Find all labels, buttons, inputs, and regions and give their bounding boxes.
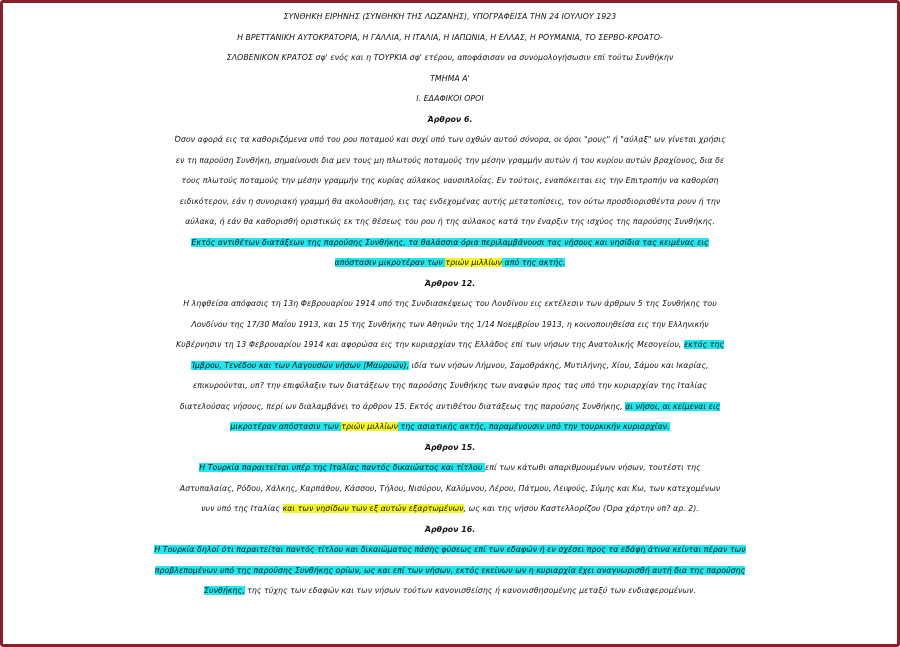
article-16-heading: Άρθρον 16. xyxy=(424,524,476,534)
parties-caps-1: ΣΛΟΒΕΝΙΚΟΝ ΚΡΑΤΟΣ xyxy=(226,53,313,62)
article-12-line xyxy=(10,356,890,377)
highlight-cyan: Συνθήκης, xyxy=(204,586,245,595)
article-16-line xyxy=(10,581,890,602)
part-heading: ΤΜΗΜΑ Α' xyxy=(430,73,470,83)
highlight-yellow: τριών μιλλίων xyxy=(341,422,398,431)
article-6-heading: Άρθρον 6. xyxy=(427,114,473,124)
plain-text: , ως και της νήσου Καστελλορίζου (Όρα χάρτην υπ? αρ. 2). xyxy=(463,504,699,513)
article-16-line xyxy=(10,540,890,561)
article-12-heading: Άρθρον 12. xyxy=(424,278,476,288)
highlight-cyan: Η Τουρκία δηλοί ότι παραιτείται παντός τίτλου και δικαιώματος πάσης φύσεως επί των εδαφών ή εν σχέσει προς τα εδάφη άτινα κείνται πέραν των xyxy=(154,545,746,554)
parties-caps-2: ΤΟΥΡΚΙΑ xyxy=(373,53,408,62)
article-15-line xyxy=(10,458,890,479)
article-16-line xyxy=(10,561,890,582)
plain-text: της τύχης των εδαφών και των νήσων τούτων κανονισθείσης ή κανονισθησομένης μεταξύ των ενδιαφερομένων. xyxy=(244,586,696,595)
plain-text: επί των κάτωθι απαριθμουμένων νήσων, τουτέστι της xyxy=(484,463,701,472)
highlight-cyan: αι νήσοι, αι κείμεναι εις xyxy=(625,401,721,411)
article-6-line xyxy=(10,253,890,274)
article-15-line: Αστυπαλαίας, Ρόδου, Χάλκης, Καρπάθου, Κάσσου, Τήλου, Νισύρου, Καλύμνου, Λέρου, Πάτμου, Λειψούς, Σύμης και Κω, των κατεχομένων xyxy=(179,483,721,493)
article-12-line xyxy=(10,397,890,418)
parties-line-2 xyxy=(10,48,890,69)
highlight-cyan: μικροτέραν απόστασιν των xyxy=(230,422,342,431)
plain-text: διατελούσας νήσους, περί ων διαλαμβάνει το άρθρον 15. Εκτός αντιθέτου διατάξεως της παρούσης Συνθήκης, xyxy=(179,401,626,411)
article-12-line: Λονδίνου της 17/30 Μαΐου 1913, και 15 της Συνθήκης των Αθηνών της 1/14 Νοεμβρίου 1913, η κοινοποιηθείσα εις την Ελληνικήν xyxy=(191,319,709,329)
highlight-cyan: προβλεπομένων υπό της παρούσης Συνθήκης ορίων, ως και επί των νήσων, εκτός εκείνων ων η κυριαρχία έχει αναγνωρισθή αυτή δια της παρούσης xyxy=(154,565,746,575)
parties-line xyxy=(10,28,890,49)
article-6-line: αύλακα, ή εάν θα καθορισθή οριστικώς εκ της θέσεως του ρου ή της αύλακος κατά την έναρξιν της ισχύος της παρούσης Συνθήκης. xyxy=(185,217,715,226)
highlight-yellow: και των νησίδων των εξ αυτών εξαρτωμένων xyxy=(282,504,464,513)
article-6-line: τους πλωτούς ποταμούς την μέσην γραμμήν της κυρίας αύλακος ναυσιπλοΐας. Εν τούτοις, εναπόκειται εις την Επιτροπήν να καθορίση xyxy=(181,176,719,185)
treaty-document xyxy=(10,7,890,602)
plain-text: Κυβέρνησιν τη 13 Φεβρουαρίου 1914 και αφορώσα εις την κυριαρχίαν της Ελλάδος επί των νήσων της Ανατολικής Μεσογείου, xyxy=(176,340,684,349)
highlight-cyan: απόστασιν μικροτέραν των xyxy=(334,258,446,267)
article-15-heading: Άρθρον 15. xyxy=(424,442,476,452)
article-6-line: εν τη παρούση Συνθήκη, σημαίνουσι δια μεν τους μη πλωτούς ποταμούς την μέσην γραμμήν αυτών ή του κυρίου αυτών βραχίονος, δια δε xyxy=(175,155,725,165)
article-6-line xyxy=(10,233,890,254)
section-heading: Ι. ΕΔΑΦΙΚΟΙ ΟΡΟΙ xyxy=(416,94,484,103)
plain-text: ιδία των νήσων Λήμνου, Σαμοθράκης, Μυτιλήνης, Χίου, Σάμου και Ικαρίας, xyxy=(408,360,709,370)
highlight-yellow: τριών μιλλίων xyxy=(445,258,503,267)
parties-text-1: σφ' ενός και η xyxy=(312,53,374,62)
article-12-line xyxy=(10,335,890,356)
highlight-cyan: Εκτός αντιθέτων διατάξεων της παρούσης Συνθήκης, τα θαλάσσια όρια περιλαμβάνουσι τας νήσους και νησίδια τας κειμένας εις xyxy=(191,237,709,247)
plain-text: νυν υπό της Ιταλίας xyxy=(201,504,283,513)
highlight-cyan: εκτός της xyxy=(683,340,724,349)
highlight-cyan: Η Τουρκία παραιτείται υπέρ της Ιταλίας παντός δικαιώατος και τίτλου xyxy=(199,463,485,472)
article-12-line xyxy=(10,417,890,438)
article-12-line: Η ληφθείσα απόφασις τη 13η Φεβρουαρίου 1914 υπό της Συνδιασκέψεως του Λονδίνου εις εκτέλεσιν των άρθρων 5 της Συνθήκης του xyxy=(183,299,717,308)
article-6-line: ειδικότερον, εάν η συνοριακή γραμμή θα ακολουθήση, εις τας ενδεχομένας αυτής μετατοπίσεις, τον ούτω προσδιορισθέντα ρουν ή την xyxy=(179,196,721,206)
article-6-line: Όσον αφορά εις τα καθοριζόμενα υπό του ρου ποταμού και συχί υπό των οχθών αυτού σύνορα, οι όροι "ρους" ή "αύλαξ" ων γίνεται χρήσις xyxy=(174,135,726,144)
article-12-line: επικυρούνται, υπ? την επιφύλαξιν των διατάξεων της παρούσης Συνθήκης των αναφών προς τας υπό την κυριαρχίαν της Ιταλίας xyxy=(192,381,708,390)
parties-text-2: σφ' ετέρου, αποφάσισαν να συνομολογήσωσιν επί τούτω Συνθήκην xyxy=(407,53,674,62)
article-15-line xyxy=(10,499,890,520)
title-line-1: ΣΥΝΘΗΚΗ ΕΙΡΗΝΗΣ (ΣΥΝΘΗΚΗ ΤΗΣ ΛΩΖΑΝΗΣ), ΥΠΟΓΡΑΦΕΙΣΑ ΤΗΝ 24 ΙΟΥΛΙΟΥ 1923 xyxy=(283,12,617,21)
treaty-title xyxy=(10,7,890,28)
highlight-cyan: της ασιατικής ακτής, παραμένουσιν υπό την τουρκικήν κυριαρχίαν. xyxy=(397,422,670,431)
parties-line-1: Η ΒΡΕΤΤΑΝΙΚΗ ΑΥΤΟΚΡΑΤΟΡΙΑ, Η ΓΑΛΛΙΑ, Η ΙΤΑΛΙΑ, Η ΙΑΠΩΝΙΑ, Η ΕΛΛΑΣ, Η ΡΟΥΜΑΝΙΑ, ΤΟ ΣΕΡΒΟ-ΚΡΟΑΤΟ- xyxy=(237,32,663,42)
highlight-cyan: από της ακτής. xyxy=(502,258,566,267)
highlight-cyan: Ίμβρου, Τενέδου και των Λαγουσών νήσων (Μαυρυών), xyxy=(191,360,409,370)
